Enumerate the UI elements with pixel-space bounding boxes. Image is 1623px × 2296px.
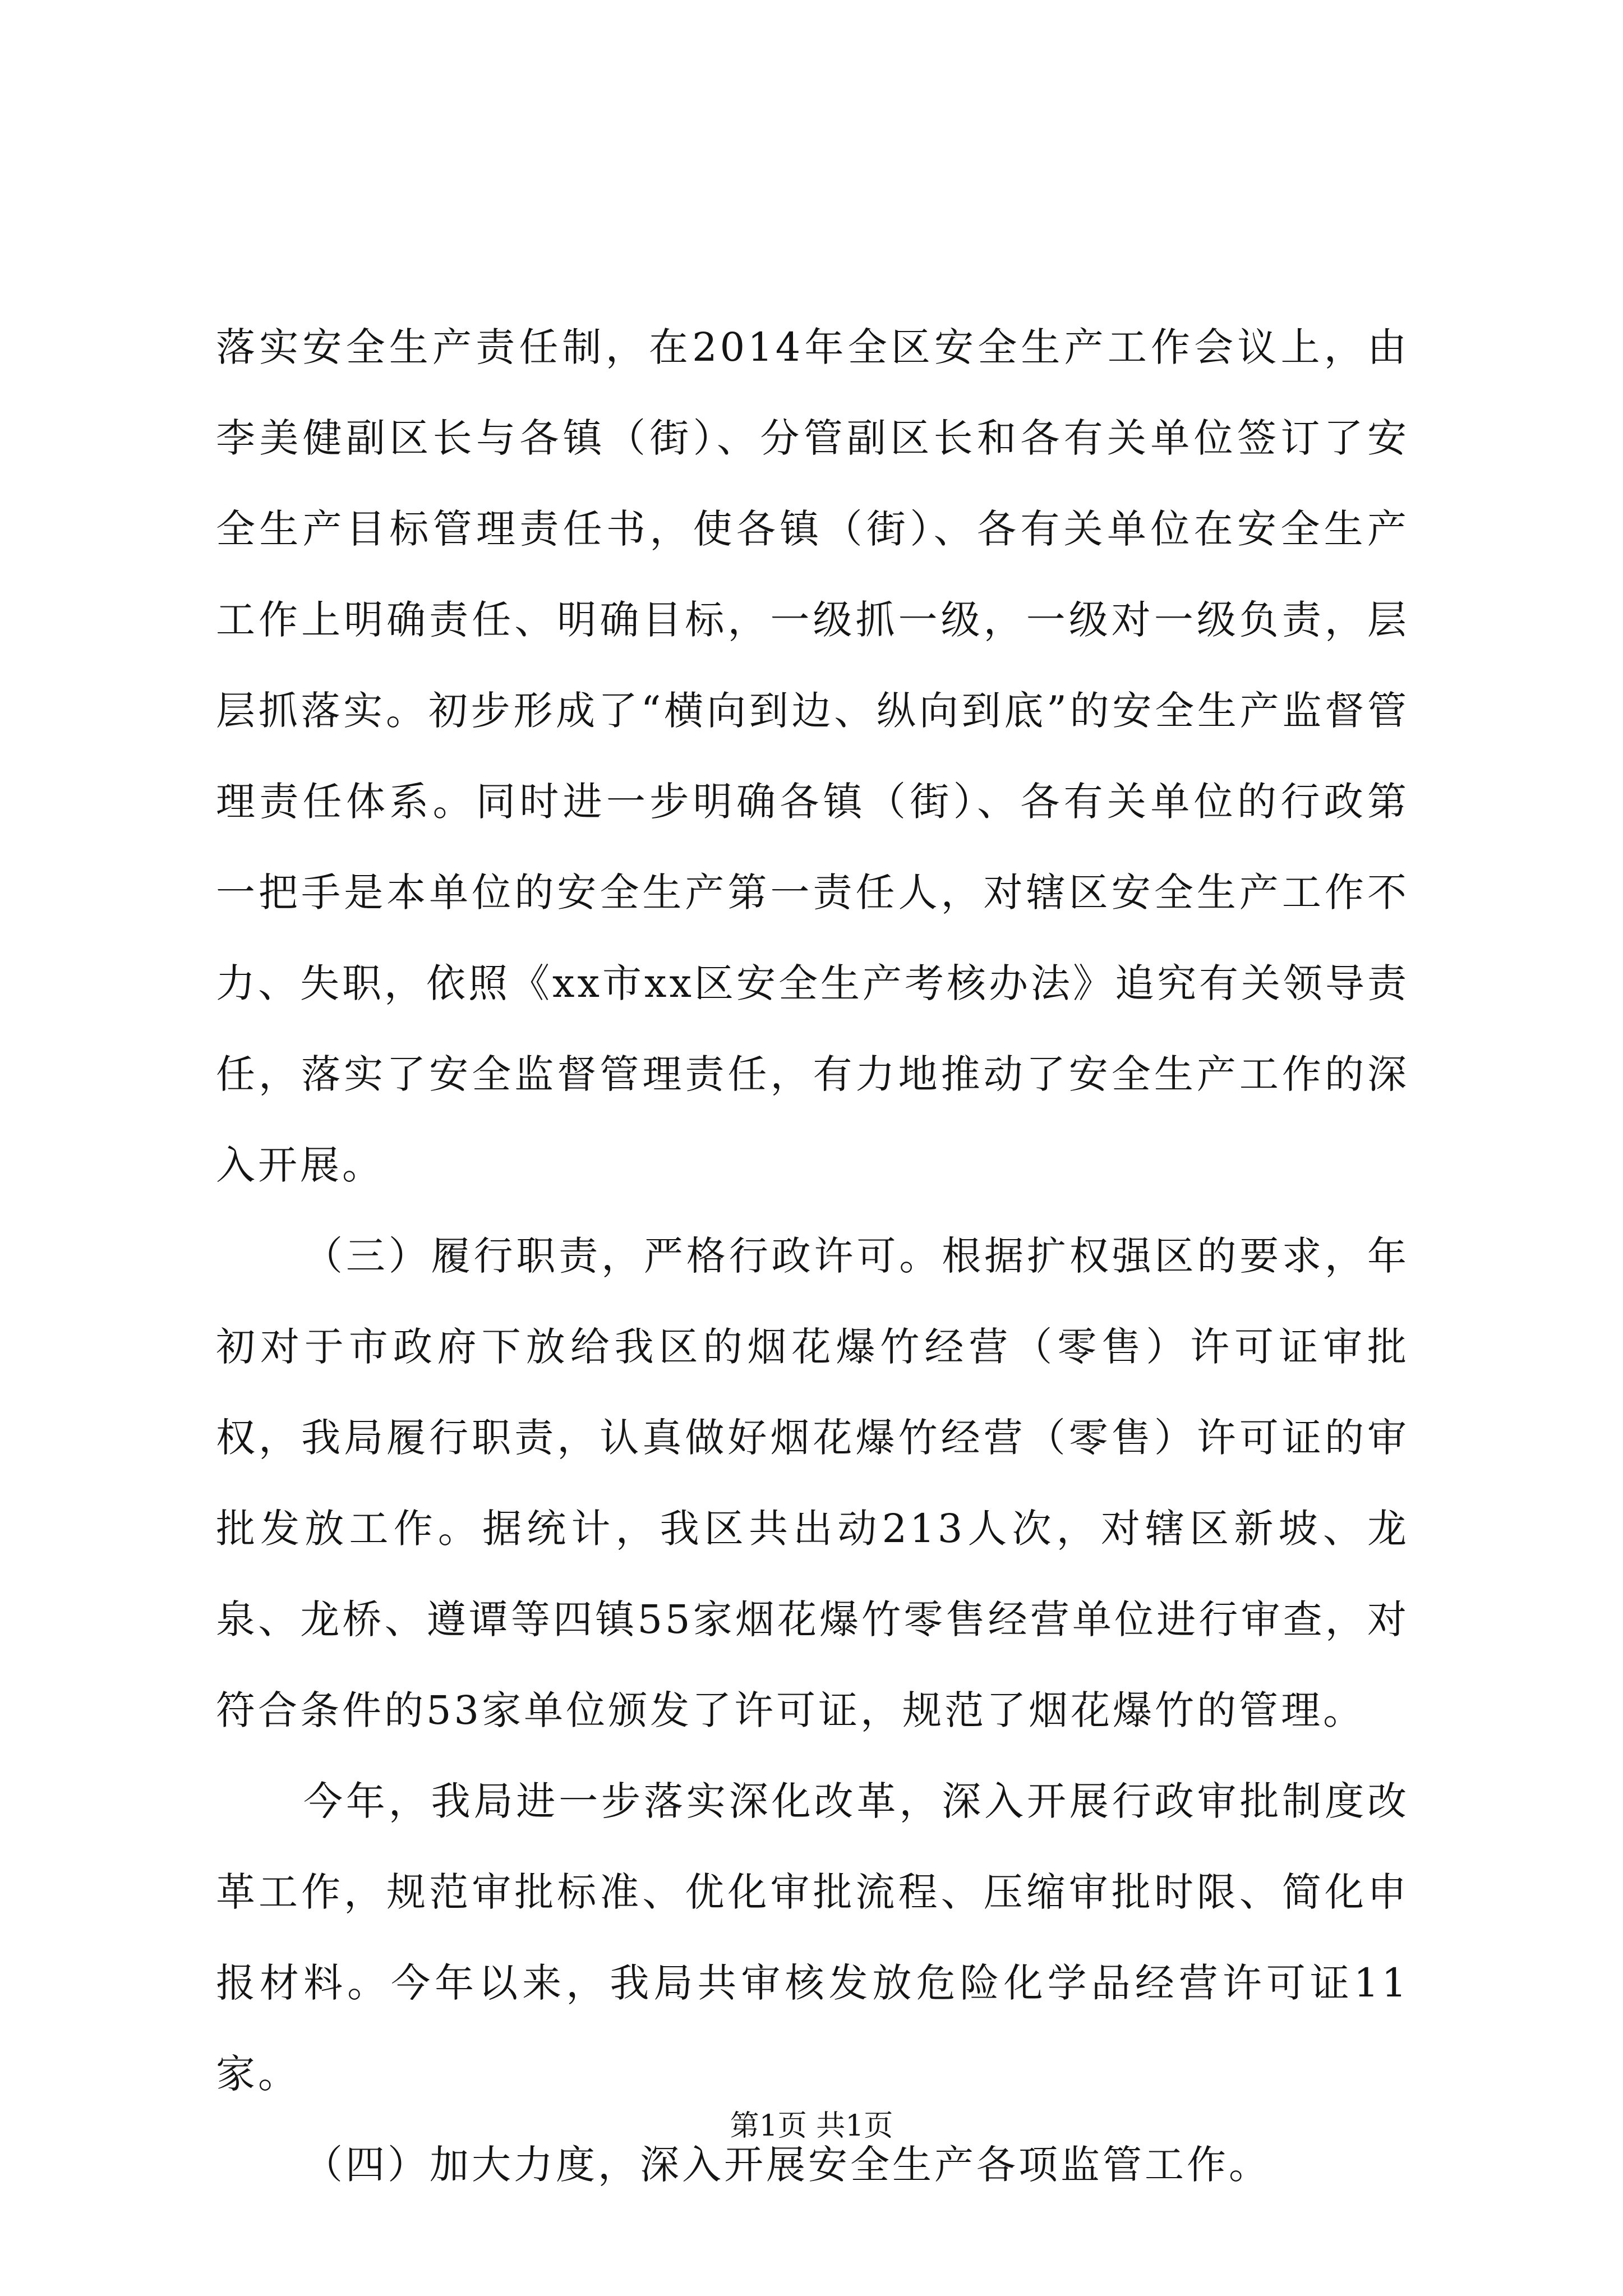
paragraph-responsibility: 落实安全生产责任制，在2014年全区安全生产工作会议上，由李美健副区长与各镇（街）、分管副区长和各有关单位签订了安全生产目标管理责任书，使各镇（街）、各有关单位在安全生产工作上明确责任、明确目标，一级抓一级，一级对一级负责，层层抓落实。初步形成了“横向到边、纵向到底”的安全生产监督管理责任体系。同时进一步明确各镇（街）、各有关单位的行政第一把手是本单位的安全生产第一责任人，对辖区安全生产工作不力、失职，依照《xx市xx区安全生产考核办法》追究有关领导责任，落实了安全监督管理责任，有力地推动了安全生产工作的深入开展。 [216,324,1409,1188]
paragraph-administrative-license: （三）履行职责，严格行政许可。根据扩权强区的要求，年初对于市政府下放给我区的烟花爆竹经营（零售）许可证审批权，我局履行职责，认真做好烟花爆竹经营（零售）许可证的审批发放工作。据统计，我区共出动213人次，对辖区新坡、龙泉、龙桥、遵谭等四镇55家烟花爆竹零售经营单位进行审查，对符合条件的53家单位颁发了许可证，规范了烟花爆竹的管理。 [216,1233,1409,1733]
paragraph-supervision-heading: （四）加大力度，深入开展安全生产各项监管工作。 [303,2142,1271,2188]
page-number-footer: 第1页 共1页 [730,2109,893,2143]
paragraph-approval-reform: 今年，我局进一步落实深化改革，深入开展行政审批制度改革工作，规范审批标准、优化审批流程、压缩审批时限、简化申报材料。今年以来，我局共审核发放危险化学品经营许可证11家。 [216,1778,1409,2097]
document-body [216,302,1409,2210]
